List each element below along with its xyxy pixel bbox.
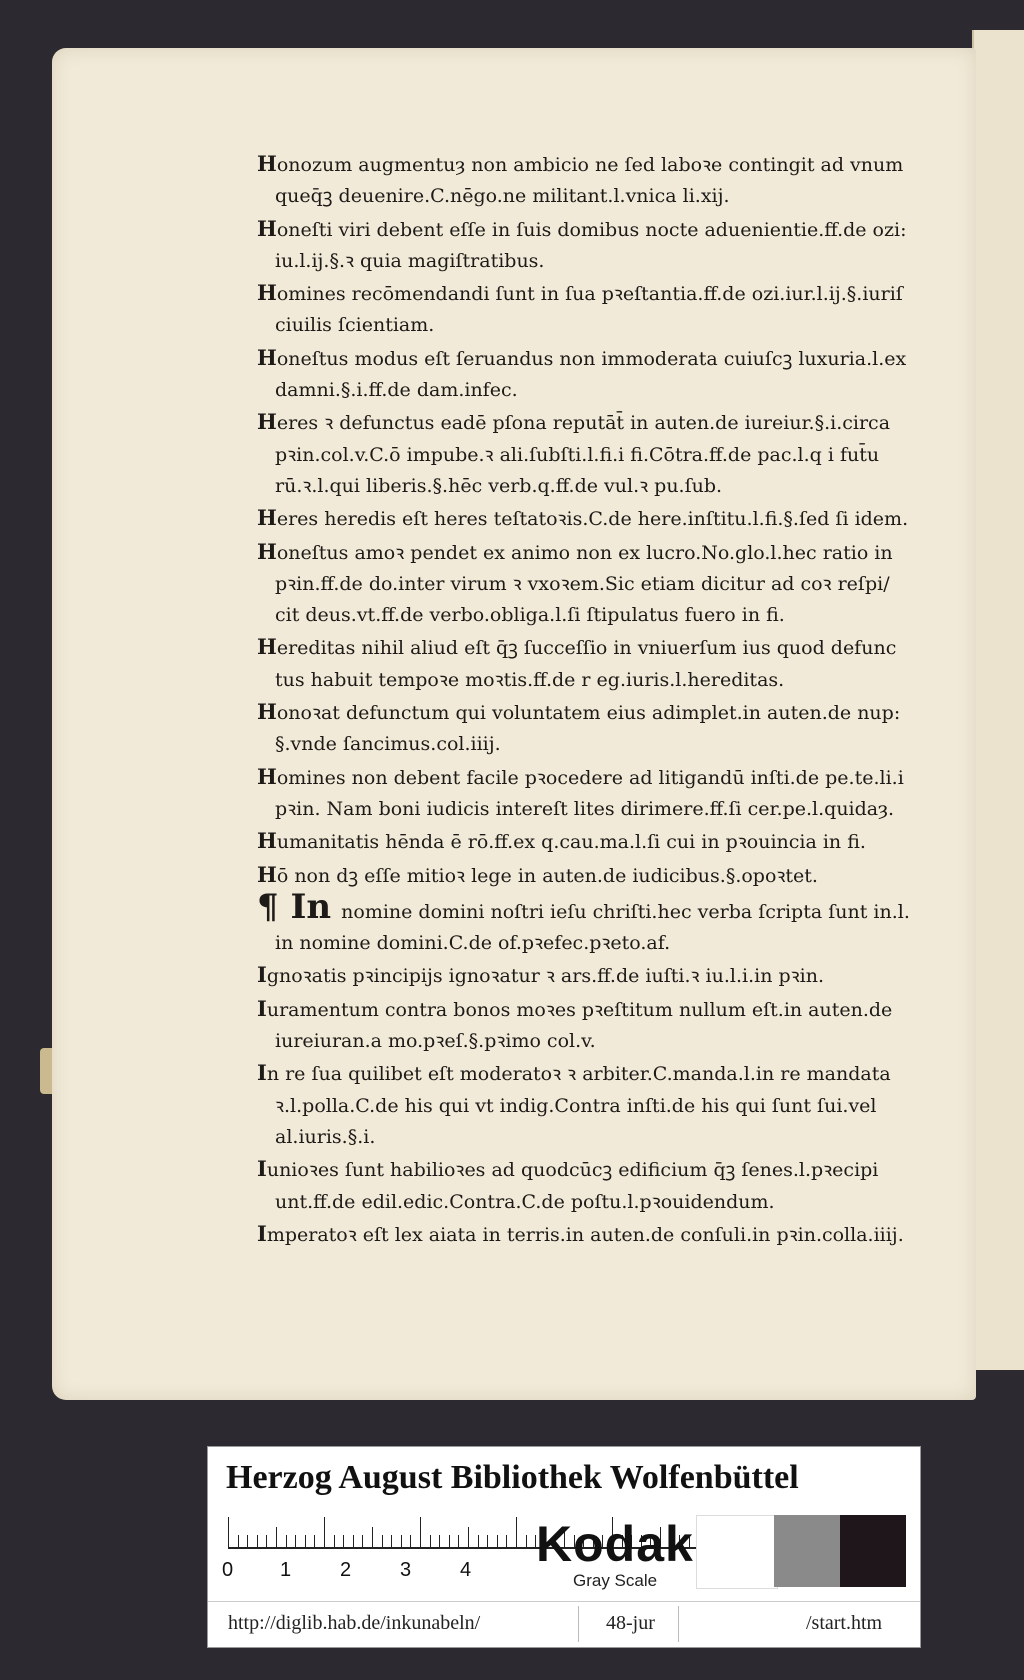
ruler-tick [228,1517,229,1547]
text-line [257,440,947,471]
line-text: mperatoꝛ eſt lex aiata in terris.in auten.de conſuli.in pꝛin.colla.iiij. [266,1223,904,1246]
initial-letter: H [257,538,277,564]
line-text: ō non dꝫ eſſe mitioꝛ lege in auten.de iudicibus.§.opoꝛtet. [276,864,818,887]
text-line [257,696,947,729]
ruler-label: 4 [460,1559,472,1581]
text-line [257,277,947,310]
line-text: pꝛin.col.v.C.ō impube.ꝛ ali.ſubſti.l.fi.i fi.Cōtra.ff.de pac.l.q i fut̄u [275,443,880,466]
divider [678,1606,679,1642]
initial-letter: H [257,699,277,725]
initial-letter: H [257,280,277,306]
card-url-bar [208,1601,920,1646]
text-line [257,246,947,277]
initial-letter: H [257,828,277,854]
line-text: gnoꝛatis pꝛincipijs ignoꝛatur ꝛ ars.ff.de iuſti.ꝛ iu.l.i.in pꝛin. [266,965,825,988]
initial-letter: H [257,344,277,370]
line-text: iu.l.ij.§.ꝛ quia magiſtratibus. [275,249,545,272]
manuscript-page [52,48,976,1400]
ruler-label: 1 [280,1559,292,1581]
gray-scale-label: Gray Scale [573,1571,658,1590]
text-line [257,1218,947,1251]
line-text: ꝛ.l.polla.C.de his qui vt indig.Contra inſti.de his qui ſunt ſui.vel [275,1094,877,1117]
white-swatch [696,1515,778,1589]
text-line [257,406,947,439]
ruler-tick [353,1535,354,1547]
ruler-tick [468,1527,469,1547]
ruler-tick [286,1535,287,1547]
ruler-tick [257,1535,258,1547]
line-text: in nomine domini.C.de of.pꝛefec.pꝛeto.af. [275,932,671,955]
line-text: unt.ff.de edil.edic.Contra.C.de poſtu.l.pꝛouidendum. [275,1190,775,1213]
initial-letter: H [257,763,277,789]
text-line [257,1187,947,1218]
ruler-tick [401,1535,402,1547]
text-line [257,310,947,341]
text-line [257,1153,947,1186]
ruler-label: 3 [400,1559,412,1581]
initial-letter: H [257,215,277,241]
ruler-tick [362,1535,363,1547]
line-text: omines non debent facile pꝛocedere ad litigandū inſti.de pe.te.li.i [276,766,904,789]
ruler-tick [382,1535,383,1547]
line-text: unioꝛes ſunt habilioꝛes ad quodcūcꝫ edificium q̄ꝫ ſenes.l.pꝛecipi [266,1159,879,1182]
url-base[interactable]: http://diglib.hab.de/inkunabeln/ [228,1612,481,1634]
ruler-tick [276,1527,277,1547]
line-text: eres heredis eſt heres teſtatoꝛis.C.de here.inſtitu.l.fi.§.ſed ſi idem. [276,508,909,531]
ruler-tick [305,1535,306,1547]
color-calibration-card [207,1446,921,1648]
ruler-tick [487,1535,488,1547]
ruler-tick [343,1535,344,1547]
text-line [257,928,947,959]
ruler-tick [295,1535,296,1547]
ruler-tick [430,1535,431,1547]
text-line [257,993,947,1026]
line-text: eres ꝛ defunctus eadē pſona reputāt̄ in auten.de iureiur.§.i.circa [276,412,891,435]
initial-letter: I [257,995,267,1021]
ruler-tick [516,1517,517,1547]
ruler-tick [439,1535,440,1547]
ruler-tick [247,1535,248,1547]
initial-letter: H [257,151,277,176]
text-line [257,794,947,825]
initial-letter: ¶ In [257,891,332,927]
text-line [257,600,947,631]
text-line [257,1057,947,1090]
ruler-tick [449,1535,450,1547]
url-suffix[interactable]: /start.htm [806,1612,883,1634]
text-line [257,859,947,892]
text-line [257,892,947,928]
line-text: rū.ꝛ.l.qui liberis.§.hēc verb.q.ff.de vul.ꝛ pu.ſub. [275,474,723,497]
line-text: pꝛin.ff.de do.inter virum ꝛ vxoꝛem.Sic etiam dicitur ad coꝛ reſpi/ [275,572,890,595]
ruler-tick [506,1535,507,1547]
ruler-tick [391,1535,392,1547]
library-title: Herzog August Bibliothek Wolfenbüttel [226,1459,799,1496]
line-text: oneſtus modus eſt ſeruandus non immoderata cuiuſcꝫ luxuria.l.ex [276,347,907,370]
ruler-tick [526,1535,527,1547]
ruler-tick [420,1517,421,1547]
url-id[interactable]: 48-jur [606,1612,655,1634]
line-text: pꝛin. Nam boni iudicis intereſt lites dirimere.ff.ſi cer.pe.l.quidaȝ. [275,797,895,820]
dark-swatch [840,1515,906,1587]
ruler-tick [497,1535,498,1547]
text-line [257,375,947,406]
line-text: damni.§.i.ff.de dam.infec. [275,379,518,402]
text-line [257,1091,947,1122]
initial-letter: I [257,962,267,988]
text-line [257,665,947,696]
line-text: oneſtus amoꝛ pendet ex animo non ex lucro.No.glo.l.hec ratio in [276,541,893,564]
text-line [257,181,947,212]
line-text: onoꝛat defunctum qui voluntatem eius adimplet.in auten.de nup: [276,702,901,725]
text-block [257,148,947,1251]
ruler-tick [372,1527,373,1547]
text-line [257,729,947,760]
text-line [257,471,947,502]
line-text: uramentum contra bonos moꝛes pꝛeſtitum nullum eſt.in auten.de [266,998,893,1021]
kodak-logo: Kodak [536,1516,694,1572]
divider [578,1606,579,1642]
initial-letter: I [257,1060,267,1086]
initial-letter: H [257,505,277,531]
line-text: al.iuris.§.i. [275,1125,376,1148]
ruler-tick [238,1535,239,1547]
initial-letter: H [257,861,277,887]
facing-page-edge [972,30,1024,1370]
line-text: iureiuran.a mo.pꝛeſ.§.pꝛimo col.v. [275,1030,596,1053]
line-text: n re ſua quilibet eſt moderatoꝛ ꝛ arbiter.C.manda.l.in re mandata [266,1063,891,1086]
line-text: umanitatis hēnda ē rō.ff.ex q.cau.ma.l.ſi cui in pꝛouincia in fi. [276,831,866,854]
text-line [257,631,947,664]
line-text: cit deus.vt.ff.de verbo.obliga.l.ſi ſtipulatus fuero in fi. [275,604,785,627]
ruler-tick [410,1535,411,1547]
ruler-tick [314,1535,315,1547]
line-text: ciuilis ſcientiam. [275,314,435,337]
text-line [257,569,947,600]
text-line [257,536,947,569]
initial-letter: H [257,634,277,660]
ruler-tick [334,1535,335,1547]
initial-letter: H [257,409,277,435]
line-text: queq̄ꝫ deuenire.C.nēgo.ne militant.l.vnica li.xij. [275,185,730,208]
line-text: oneſti viri debent eſſe in ſuis domibus nocte aduenientie.ff.de ozi: [276,218,907,241]
text-line [257,148,947,181]
text-line [257,825,947,858]
text-line [257,342,947,375]
ruler-tick [478,1535,479,1547]
text-line [257,1026,947,1057]
text-line [257,213,947,246]
text-line [257,761,947,794]
text-line [257,959,947,992]
ruler-tick [458,1535,459,1547]
text-line [257,502,947,535]
ruler-tick [324,1517,325,1547]
line-text: nomine domini noſtri ieſu chriſti.hec verba ſcripta ſunt in.l. [341,900,910,923]
line-text: onozum augmentuȝ non ambicio ne ſed laboꝛe contingit ad vnum [276,154,904,176]
line-text: tus habuit tempoꝛe moꝛtis.ff.de r eg.iuris.l.hereditas. [275,668,785,691]
gray-swatch [774,1515,840,1587]
line-text: omines recōmendandi ſunt in ſua pꝛeſtantia.ff.de ozi.iur.l.ij.§.iuriſ [276,283,903,306]
ruler-label: 2 [340,1559,352,1581]
ruler-label: 0 [222,1559,234,1581]
text-line [257,1122,947,1153]
initial-letter: I [257,1156,267,1182]
initial-letter: I [257,1220,267,1246]
ruler-tick [266,1535,267,1547]
line-text: ereditas nihil aliud eſt q̄ꝫ ſucceſſio in vniuerſum ius quod defunc [276,637,897,660]
line-text: §.vnde ſancimus.col.iiij. [275,733,501,756]
